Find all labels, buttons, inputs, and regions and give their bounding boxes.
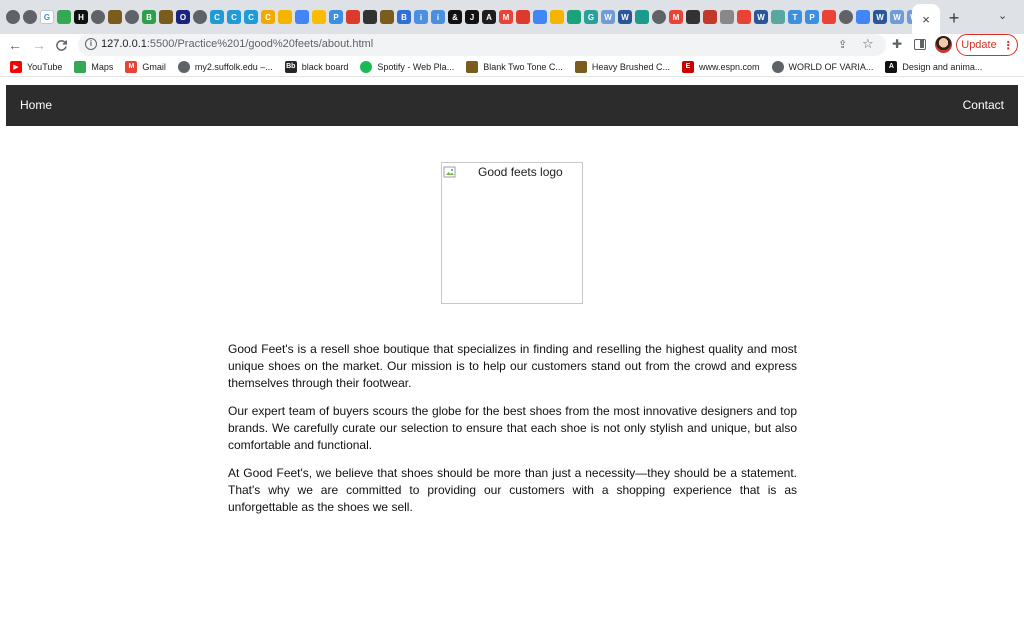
bookmark-label: YouTube: [27, 61, 63, 72]
globe-icon: [772, 61, 784, 73]
bag-icon[interactable]: [380, 10, 394, 24]
google-icon[interactable]: G: [40, 10, 54, 24]
slides-icon[interactable]: [550, 10, 564, 24]
update-label: Update: [961, 39, 997, 51]
info-icon[interactable]: i: [431, 10, 445, 24]
share-icon[interactable]: ⇪: [838, 39, 848, 51]
gmail-icon[interactable]: M: [499, 10, 513, 24]
site-navbar: [6, 85, 1018, 126]
close-tab-icon[interactable]: ×: [922, 11, 930, 27]
back-arrow-icon[interactable]: ←: [8, 37, 22, 53]
broken-image-icon: [443, 165, 457, 179]
about-paragraph-2: Our expert team of buyers scours the globe for the best shoes from the most innovative designers and top brands. We carefully curate our selection to ensure that each shoe is not only stylish and unique, but also comfortable and functional.: [228, 404, 797, 452]
slides-icon[interactable]: [278, 10, 292, 24]
bookmark-item[interactable]: [575, 61, 670, 73]
pinned-tab-favicons: [6, 10, 912, 26]
bookmark-item[interactable]: [125, 61, 166, 73]
logo-alt-text: Good feets logo: [478, 165, 563, 179]
bookmark-label: Gmail: [142, 61, 166, 72]
a-icon: A: [885, 61, 897, 73]
bookmark-item[interactable]: [74, 61, 113, 73]
active-tab[interactable]: [912, 4, 940, 34]
bookmarks-bar: [0, 57, 1024, 77]
about-paragraph-1: Good Feet's is a resell shoe boutique that specializes in finding and reselling the highest quality and most unique shoes on the market. Our mission is to help our customers stand out from the crowd and express themselves through their footwear.: [228, 342, 797, 390]
update-button[interactable]: [956, 34, 1018, 56]
forward-arrow-icon[interactable]: →: [32, 37, 46, 53]
url-host: 127.0.0.1: [101, 38, 147, 50]
bag-icon[interactable]: [159, 10, 173, 24]
browser-toolbar: [0, 34, 1024, 56]
bookmark-item[interactable]: [10, 61, 62, 73]
about-text: [228, 341, 797, 527]
a-icon[interactable]: A: [482, 10, 496, 24]
b-icon[interactable]: B: [142, 10, 156, 24]
infinity-icon[interactable]: [635, 10, 649, 24]
g-green-icon[interactable]: G: [584, 10, 598, 24]
bag-icon[interactable]: [108, 10, 122, 24]
youtube-icon: ▶: [10, 61, 22, 73]
bookmark-star-icon[interactable]: ☆: [862, 36, 874, 51]
url-text[interactable]: [101, 38, 373, 50]
word-icon[interactable]: W: [873, 10, 887, 24]
pdf-icon[interactable]: [346, 10, 360, 24]
wave-icon[interactable]: [720, 10, 734, 24]
bookmark-label: Design and anima...: [902, 61, 983, 72]
browser-tab-strip: [0, 0, 1024, 34]
address-bar[interactable]: [78, 34, 886, 56]
bag-icon: [466, 61, 478, 73]
j-icon[interactable]: J: [465, 10, 479, 24]
bookmark-item[interactable]: [772, 61, 874, 73]
site-info-icon[interactable]: i: [85, 38, 97, 50]
globe-icon[interactable]: [652, 10, 666, 24]
bookmark-label: www.espn.com: [698, 61, 760, 72]
keep-icon[interactable]: [312, 10, 326, 24]
ampersand-icon[interactable]: &: [448, 10, 462, 24]
info-icon[interactable]: i: [414, 10, 428, 24]
bookmark-item[interactable]: [285, 61, 349, 73]
docs-icon[interactable]: [533, 10, 547, 24]
spotify-icon: [360, 61, 372, 73]
word-icon[interactable]: W: [754, 10, 768, 24]
bookmark-label: my2.suffolk.edu –...: [194, 61, 273, 72]
p-icon[interactable]: P: [805, 10, 819, 24]
tab-search-chevron-icon[interactable]: ⌄: [998, 10, 1008, 22]
maps-pin-icon: [74, 61, 86, 73]
bookmark-item[interactable]: [682, 61, 760, 73]
b4-icon[interactable]: B: [397, 10, 411, 24]
bookmark-label: black board: [301, 61, 349, 72]
gmail-icon[interactable]: M: [669, 10, 683, 24]
nav-home-link[interactable]: Home: [20, 98, 53, 112]
extensions-puzzle-icon[interactable]: ✚: [892, 37, 903, 51]
globe-icon[interactable]: [193, 10, 207, 24]
c-icon[interactable]: C: [227, 10, 241, 24]
more-menu-icon: ⋮: [1002, 39, 1013, 52]
refresh-green-icon[interactable]: [57, 10, 71, 24]
wordpress-icon[interactable]: W: [890, 10, 904, 24]
gmail-icon: M: [125, 61, 137, 73]
docs-icon[interactable]: [295, 10, 309, 24]
bookmark-item[interactable]: [178, 61, 273, 73]
reload-icon[interactable]: [52, 36, 70, 54]
tree-icon[interactable]: [363, 10, 377, 24]
c-icon[interactable]: C: [210, 10, 224, 24]
globe-icon: [178, 61, 190, 73]
dots-icon[interactable]: [822, 10, 836, 24]
url-path: :5500/Practice%201/good%20feets/about.html: [146, 38, 374, 50]
bag-icon: [575, 61, 587, 73]
record-icon[interactable]: [737, 10, 751, 24]
c-icon[interactable]: C: [261, 10, 275, 24]
o-icon[interactable]: O: [176, 10, 190, 24]
p-icon[interactable]: P: [329, 10, 343, 24]
logo-image-placeholder: [441, 162, 583, 304]
h-icon[interactable]: H: [74, 10, 88, 24]
bookmark-label: Heavy Brushed C...: [591, 61, 670, 72]
new-tab-button[interactable]: +: [948, 7, 960, 28]
globe-icon[interactable]: [6, 10, 20, 24]
side-panel-icon[interactable]: [914, 39, 926, 50]
word-icon[interactable]: W: [618, 10, 632, 24]
nav-contact-link[interactable]: Contact: [962, 98, 1004, 112]
bookmark-item[interactable]: [885, 61, 982, 73]
bookmark-item[interactable]: [466, 61, 563, 73]
sheet-icon[interactable]: [771, 10, 785, 24]
bookmark-label: WORLD OF VARIA...: [788, 61, 874, 72]
heart-icon[interactable]: [703, 10, 717, 24]
c-icon[interactable]: C: [244, 10, 258, 24]
bookmark-label: Blank Two Tone C...: [483, 61, 563, 72]
person-icon[interactable]: [686, 10, 700, 24]
wordpress-icon[interactable]: W: [601, 10, 615, 24]
blackboard-icon: Bb: [285, 61, 297, 73]
docs-icon[interactable]: [856, 10, 870, 24]
about-paragraph-3: At Good Feet's, we believe that shoes should be more than just a necessity—they should be a statement. That's why we are committed to providing our customers with a shopping experience that is as unforgettable as the shoes we sell.: [228, 466, 797, 514]
diamond-icon[interactable]: [567, 10, 581, 24]
globe-icon[interactable]: [23, 10, 37, 24]
bookmark-label: Maps: [91, 61, 114, 72]
reload-arrow-icon: [55, 39, 68, 52]
bookmark-label: Spotify - Web Pla...: [377, 61, 455, 72]
profile-avatar[interactable]: [935, 36, 952, 53]
globe-icon[interactable]: [839, 10, 853, 24]
pdf-icon[interactable]: [516, 10, 530, 24]
globe-icon[interactable]: [125, 10, 139, 24]
t-icon[interactable]: T: [788, 10, 802, 24]
globe-icon[interactable]: [91, 10, 105, 24]
bookmark-item[interactable]: [360, 61, 454, 73]
espn-icon: E: [682, 61, 694, 73]
